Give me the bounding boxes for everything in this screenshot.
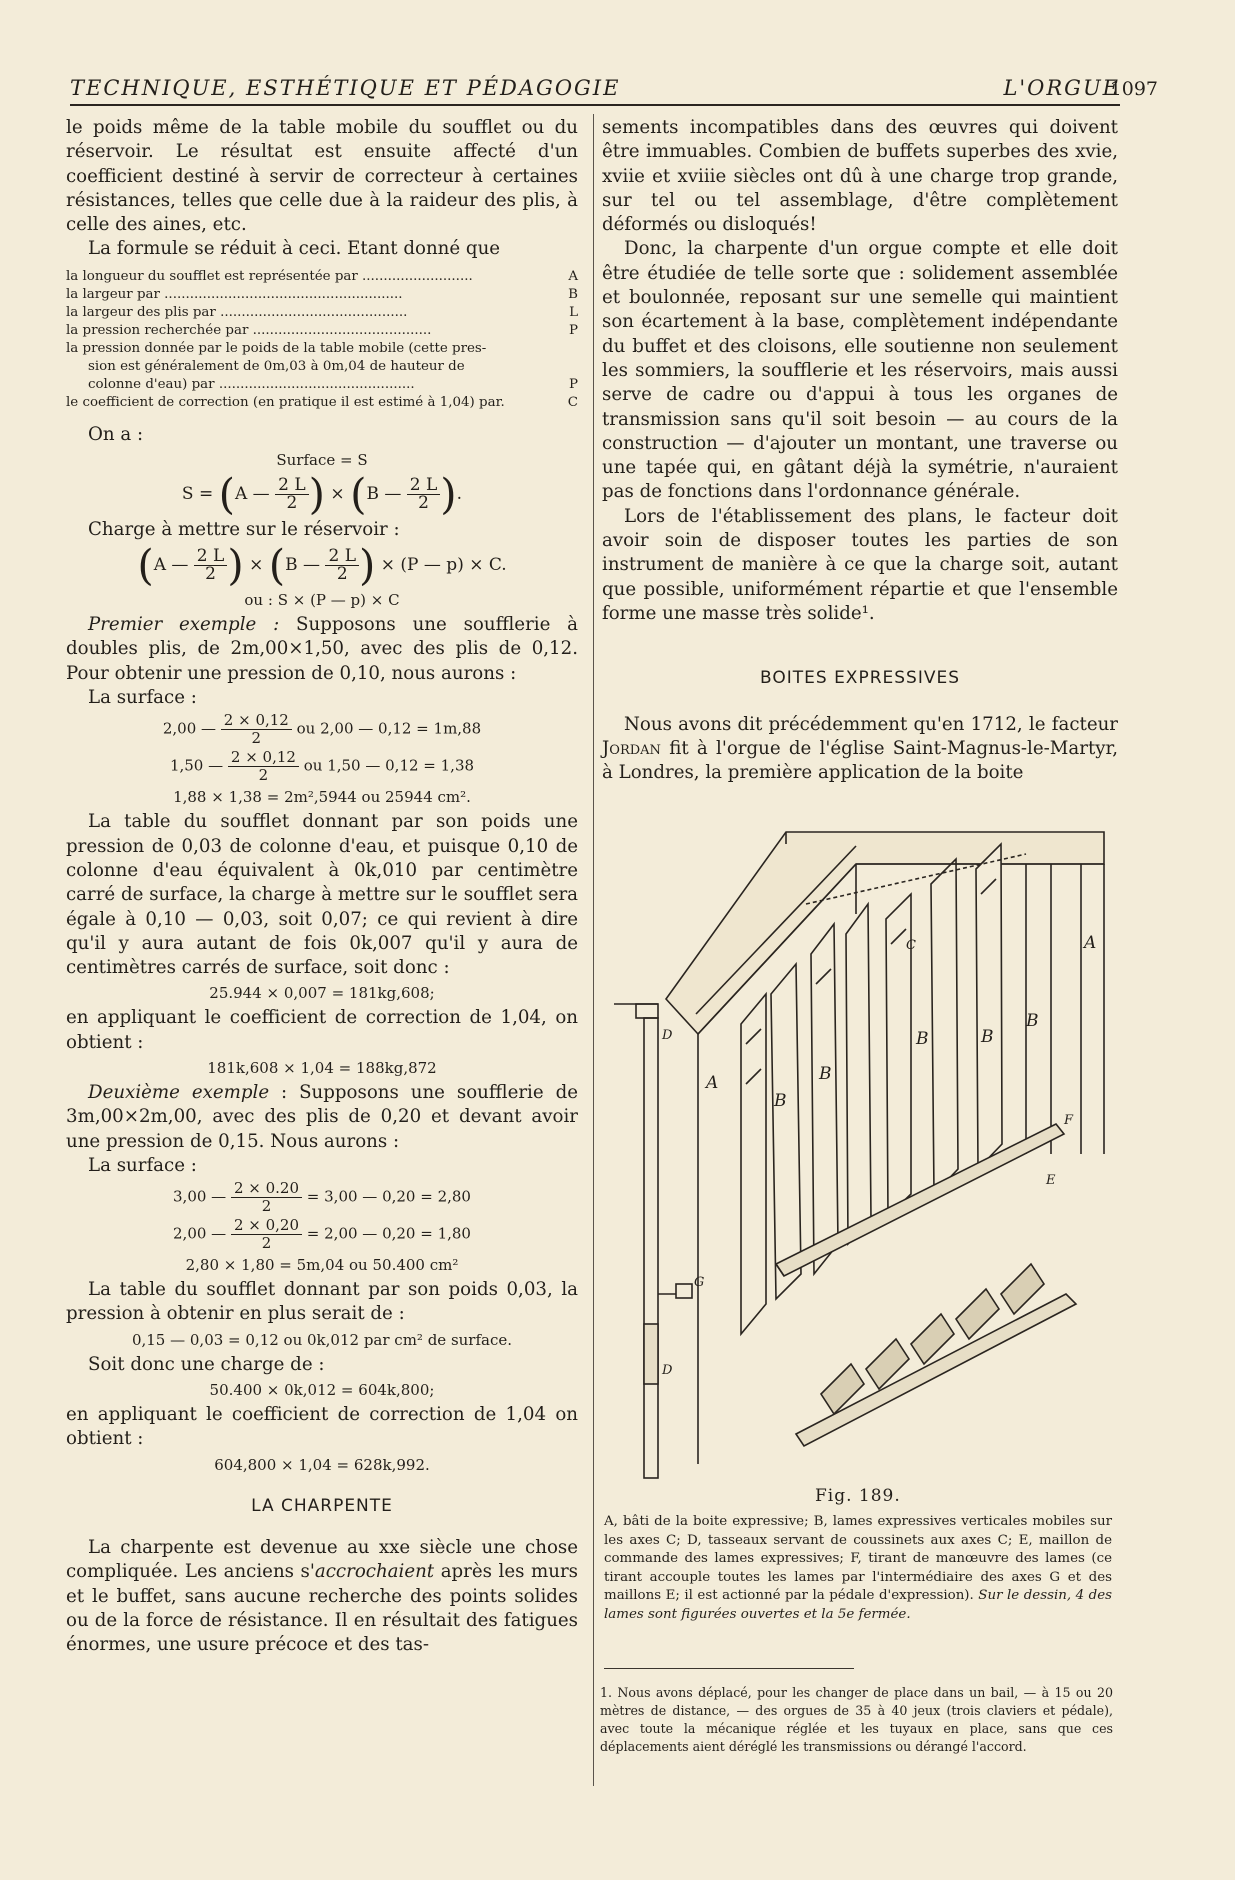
paragraph: On a : (88, 423, 144, 445)
equation: 2,00 — $\frac{2 \times 0,20}{2}$ = 2,00 — 0,20 = 1,80 (173, 1216, 471, 1253)
label-A: A (1084, 933, 1097, 953)
label-D: D (662, 1363, 673, 1378)
paragraph: La surface : (88, 1154, 197, 1176)
definition-row: la pression recherchée par .......................................... P (66, 323, 578, 339)
equation: Surface = S (276, 450, 368, 469)
paragraph: en appliquant le coefficient de correction de 1,04, on obtient : (66, 1007, 578, 1053)
equation: 3,00 — $\frac{2 \times 0.20}{2}$ = 3,00 — 0,20 = 2,80 (173, 1179, 471, 1216)
paragraph: Deuxième exemple : Supposons une soufflerie de 3m,00×2m,00, avec des plis de 0,20 et devant avoir une pression de 0,15. Nous aurons : (66, 1081, 578, 1152)
column-divider (593, 114, 594, 1786)
equation: 181k,608 × 1,04 = 188kg,872 (207, 1058, 437, 1077)
equation: 2,80 × 1,80 = 5m,04 ou 50.400 cm² (185, 1256, 459, 1275)
paragraph: Nous avons dit précédemment qu'en 1712, le facteur Jordan fit à l'orgue de l'église Saint-Magnus-le-Martyr, à Londres, la première application de la boite (602, 713, 1118, 784)
equation: ou : S × (P — p) × C (244, 591, 400, 610)
equation: (A — $\frac{2 L}{2}$ ) × (B — $\frac{2 L}{2}$ ) × (P — p) × C. (137, 540, 507, 590)
figure-caption: A, bâti de la boite expressive; B, lames expressives verticales mobiles sur les axes C; D, tasseaux servant de coussinets aux axes C; E, maillon de commande des lames expressives; F, tirant de manœuvre des lames (ce tirant accouple toutes les lames par l'intermédiaire des axes G et des maillons E; il est actionné par la pédale d'expression). Sur le dessin, 4 des lames sont figurées ouvertes et la 5e fermée. (604, 1514, 1112, 1622)
paragraph: sements incompatibles dans des œuvres qui doivent être immuables. Combien de buffets superbes des xvie, xviie et xviiie siècles ont dû à une charge trop grande, sur tel ou tel assemblage, d'être complètement déformés ou disloqués! (602, 117, 1118, 236)
label-B: B (819, 1064, 832, 1084)
label-A: A (706, 1073, 719, 1093)
definition-row: la longueur du soufflet est représentée par .......................... A (66, 268, 578, 284)
right-column (602, 116, 1118, 785)
paragraph: Donc, la charpente d'un orgue compte et elle doit être étudiée de telle sorte que : solidement assemblée et boulonnée, reposant sur une semelle qui maintient son écartement à la base, complètement indépendante du buffet et des cloisons, elle soutienne non seulement les sommiers, la soufflerie et les réservoirs, mais aussi serve de cadre ou d'appui à tous les organes de transmission sans qu'il soit besoin — au cours de la construction — d'ajouter un montant, une traverse ou une tapée qui, en gâtant déjà la symétrie, n'auraient pas de fonctions dans l'ordonnance générale. (602, 238, 1118, 503)
definition-row: le coefficient de correction (en pratique il est estimé à 1,04) par. C (66, 395, 578, 411)
paragraph: La charpente est devenue au xxe siècle une chose compliquée. Les anciens s'accrochaient après les murs et le buffet, sans aucune recherche des points solides ou de la force de résistance. Il en résultait des fatigues énormes, une usure précoce et des tas- (66, 1536, 578, 1656)
equation: 604,800 × 1,04 = 628k,992. (214, 1455, 430, 1474)
footnote-rule (604, 1668, 854, 1669)
figure-title: Fig. 189. (815, 1486, 901, 1506)
equation: 50.400 × 0k,012 = 604k,800; (209, 1381, 435, 1400)
footnote: 1. Nous avons déplacé, pour les changer de place dans un bail, — à 15 ou 20 mètres de distance, — des orgues de 35 à 40 jeux (trois claviers et pédale), avec toute la mécanique réglée et les tuyaux en place, sans que ces déplacements aient déréglé les transmissions ou dérangé l'accord. (600, 1685, 1113, 1754)
header-left: TECHNIQUE, ESTHÉTIQUE ET PÉDAGOGIE (70, 76, 621, 100)
paragraph: Soit donc une charge de : (88, 1353, 325, 1375)
paragraph: en appliquant le coefficient de correction de 1,04 on obtient : (66, 1404, 578, 1450)
section-heading: BOITES EXPRESSIVES (759, 668, 961, 689)
label-B: B (1026, 1011, 1039, 1031)
definition-row: la pression donnée par le poids de la table mobile (cette pres- (66, 341, 487, 357)
header-right: L'ORGUE (1003, 76, 1120, 100)
label-B: B (774, 1091, 787, 1111)
paragraph: Charge à mettre sur le réservoir : (88, 518, 400, 540)
section-heading: LA CHARPENTE (251, 1495, 393, 1516)
equation: 1,50 — $\frac{2 \times 0,12}{2}$ ou 1,50 — 0,12 = 1,38 (169, 748, 475, 785)
equation: 2,00 — $\frac{2 \times 0,12}{2}$ ou 2,00 — 0,12 = 1m,88 (162, 711, 482, 748)
equation: 1,88 × 1,38 = 2m²,5944 ou 25944 cm². (173, 788, 471, 807)
paragraph: Premier exemple : Supposons une soufflerie à doubles plis, de 2m,00×1,50, avec des plis de 0,12. Pour obtenir une pression de 0,10, nous aurons : (66, 614, 578, 684)
equation: S = (A — $\frac{2 L}{2}$ ) × (B — $\frac{2 L}{2}$ ). (181, 469, 463, 519)
label-B: B (981, 1027, 994, 1047)
running-header (70, 76, 1158, 106)
paragraph: La surface : (88, 687, 197, 709)
paragraph: La table du soufflet donnant par son poids 0,03, la pression à obtenir en plus serait de : (66, 1279, 578, 1325)
label-G: G (694, 1275, 705, 1290)
expression-box-illustration (606, 824, 1120, 1484)
definition-row: la largeur par ........................................................ B (66, 286, 578, 302)
paragraph: Lors de l'établissement des plans, le facteur doit avoir soin de disposer toutes les parties de son instrument de manière à ce que la charge soit, autant que possible, uniformément répartie et que l'ensemble forme une masse très solide¹. (602, 505, 1118, 624)
paragraph: La table du soufflet donnant par son poids une pression de 0,03 de colonne d'eau, et puisque 0,10 de colonne d'eau équivalent à 0k,010 par centimètre carré de surface, la charge à mettre sur le soufflet sera égale à 0,10 — 0,03, soit 0,07; ce qui revient à dire qu'il y aura autant de fois 0k,007 qu'il y aura de centimètres carrés de surface, soit donc : (66, 811, 578, 979)
equation: 0,15 — 0,03 = 0,12 ou 0k,012 par cm² de surface. (131, 1330, 513, 1349)
label-E: E (1046, 1173, 1056, 1188)
page-number: 1097 (1109, 78, 1158, 100)
equation: 25.944 × 0,007 = 181kg,608; (209, 984, 435, 1003)
label-C: C (906, 938, 916, 953)
label-F: F (1064, 1113, 1074, 1128)
left-column (66, 116, 578, 1657)
paragraph: La formule se réduit à ceci. Etant donné que (88, 238, 501, 260)
definition-row: sion est généralement de 0m,03 à 0m,04 de hauteur de (88, 359, 465, 375)
label-D: D (662, 1028, 673, 1043)
definition-list (66, 268, 578, 413)
paragraph: le poids même de la table mobile du soufflet ou du réservoir. Le résultat est ensuite affecté d'un coefficient destiné à servir de correcteur à certaines résistances, telles que celle due à la raideur des plis, à celle des aines, etc. (66, 117, 578, 236)
label-B: B (916, 1029, 929, 1049)
definition-row: la largeur des plis par ............................................ L (66, 304, 578, 320)
definition-row: colonne d'eau) par .............................................. P (88, 377, 578, 393)
